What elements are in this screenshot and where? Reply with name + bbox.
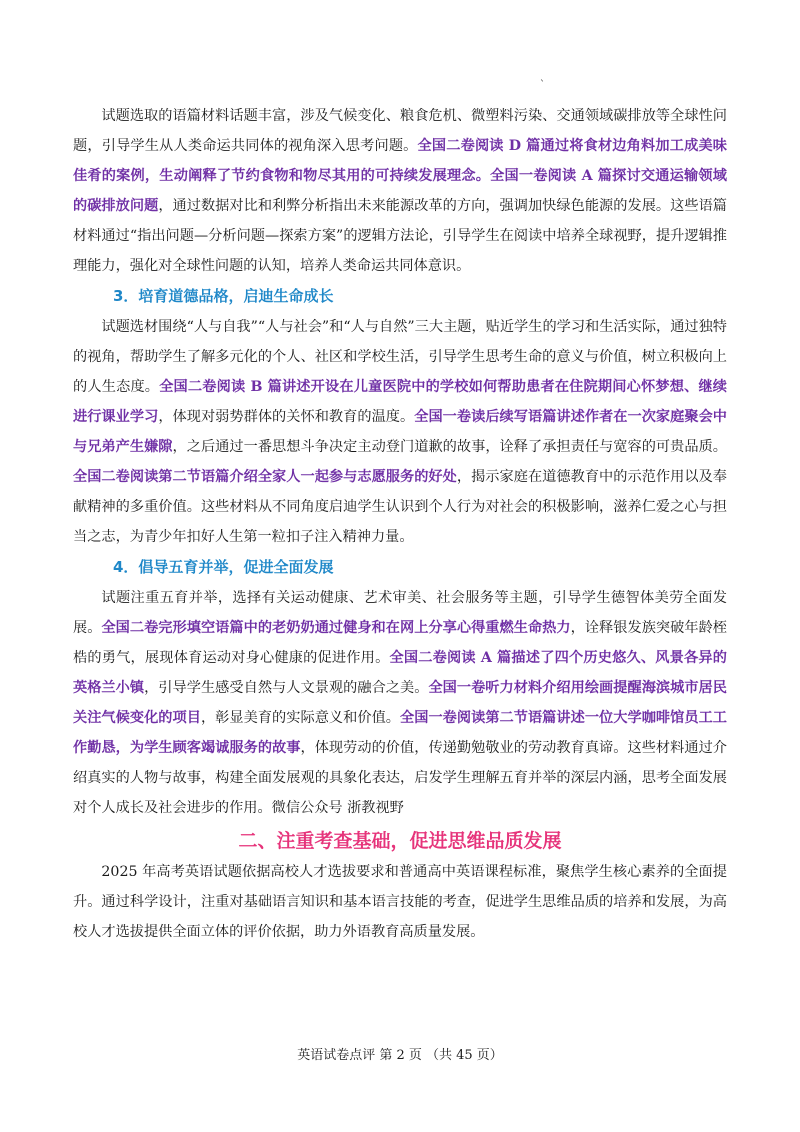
text-run: 试题选取的语篇材料话题丰富，涉及气候变化、粮食危机、微塑料污染、交通领域碳排放等全球性问题，引导学生从人类命运共同体的视角深入思考问题。 bbox=[73, 108, 727, 154]
highlight-run: 全国一卷阅读第二节语篇讲述一位大学咖啡馆员工工作勤恳，为学生顾客竭诚服务的故事 bbox=[73, 710, 727, 756]
highlight-run: 全国二卷阅读 B 篇讲述开设在儿童医院中的学校如何帮助患者在住院期间心怀梦想、继续进行课业学习 bbox=[73, 379, 727, 425]
paragraph-basics bbox=[73, 857, 727, 947]
text-run: ，彰显美育的实际意义和价值。 bbox=[200, 710, 401, 726]
text-run: ，通过数据对比和利弊分析指出未来能源改革的方向，强调加快绿色能源的发展。这些语篇材料通过“指出问题—分析问题—探索方案”的逻辑方法论，引导学生在阅读中培养全球视野，提升逻辑推理能力，强化对全球性问题的认知，培养人类命运共同体意识。 bbox=[73, 198, 727, 274]
text-run: ，诠释银发族突破年龄桎梏的勇气，展现体育运动对身心健康的促进作用。 bbox=[73, 620, 727, 666]
text-run: ，引导学生感受自然与人文景观的融合之美。 bbox=[144, 680, 429, 696]
text-run: 试题注重五育并举，选择有关运动健康、艺术审美、社会服务等主题，引导学生德智体美劳全面发展。 bbox=[73, 590, 727, 636]
paragraph-global-issues bbox=[73, 101, 727, 281]
text-run: ，体现对弱势群体的关怀和教育的温度。 bbox=[158, 409, 415, 425]
subheading-3: 3．培育道德品格，启迪生命成长 bbox=[113, 287, 334, 305]
highlight-run: 全国一卷听力材料介绍用绘画提醒海滨城市居民关注气候变化的项目 bbox=[73, 680, 727, 726]
paragraph-moral-character bbox=[73, 312, 727, 552]
highlight-run: 全国一卷读后续写语篇讲述作者在一次家庭聚会中与兄弟产生嫌隙 bbox=[73, 409, 727, 455]
page-footer: 英语试卷点评 第 2 页 （共 45 页） bbox=[297, 1048, 503, 1063]
section-2-title: 二、注重考查基础，促进思维品质发展 bbox=[238, 830, 562, 852]
text-run: 试题选材围绕“人与自我”“人与社会”和“人与自然”三大主题，贴近学生的学习和生活实际，通过独特的视角，帮助学生了解多元化的个人、社区和学校生活，引导学生思考生命的意义与价值，树立积极向上的人生态度。 bbox=[73, 319, 727, 395]
highlight-run: 全国二卷阅读 A 篇描述了四个历史悠久、风景各异的英格兰小镇 bbox=[73, 650, 727, 696]
highlight-run: 全国二卷阅读第二节语篇介绍全家人一起参与志愿服务的好处 bbox=[73, 469, 457, 485]
highlight-run: 全国二卷阅读 D 篇通过将食材边角料加工成美味佳肴的案例，生动阐释了节约食物和物尽其用的可持续发展理念。 bbox=[73, 138, 727, 184]
page-content bbox=[73, 101, 727, 947]
highlight-run: 全国二卷完形填空语篇中的老奶奶通过健身和在网上分享心得重燃生命热力 bbox=[101, 620, 571, 636]
text-run: ，体现劳动的价值，传递勤勉敬业的劳动教育真谛。这些材料通过介绍真实的人物与故事，构建全面发展观的具象化表达，启发学生理解五育并举的深层内涵，思考全面发展对个人成长及社会进步的作用。微信公众号 浙教视野 bbox=[73, 740, 727, 816]
top-mark: ˋ bbox=[540, 80, 545, 91]
text-run: ，揭示家庭在道德教育中的示范作用以及奉献精神的多重价值。这些材料从不同角度启迪学生认识到个人行为对社会的积极影响，滋养仁爱之心与担当之志，为青少年扣好人生第一粒扣子注入精神力量。 bbox=[73, 469, 727, 545]
highlight-run: 全国一卷阅读 A 篇探讨交通运输领域的碳排放问题 bbox=[73, 168, 727, 214]
text-run: ，之后通过一番思想斗争决定主动登门道歉的故事，诠释了承担责任与宽容的可贵品质。 bbox=[172, 439, 727, 455]
text-run: 2025 年高考英语试题依据高校人才选拔要求和普通高中英语课程标准，聚焦学生核心素养的全面提升。通过科学设计，注重对基础语言知识和基本语言技能的考查，促进学生思维品质的培养和发展，为高校人才选拔提供全面立体的评价依据，助力外语教育高质量发展。 bbox=[73, 864, 727, 940]
subheading-4: 4．倡导五育并举，促进全面发展 bbox=[113, 558, 334, 576]
paragraph-five-education bbox=[73, 583, 727, 823]
